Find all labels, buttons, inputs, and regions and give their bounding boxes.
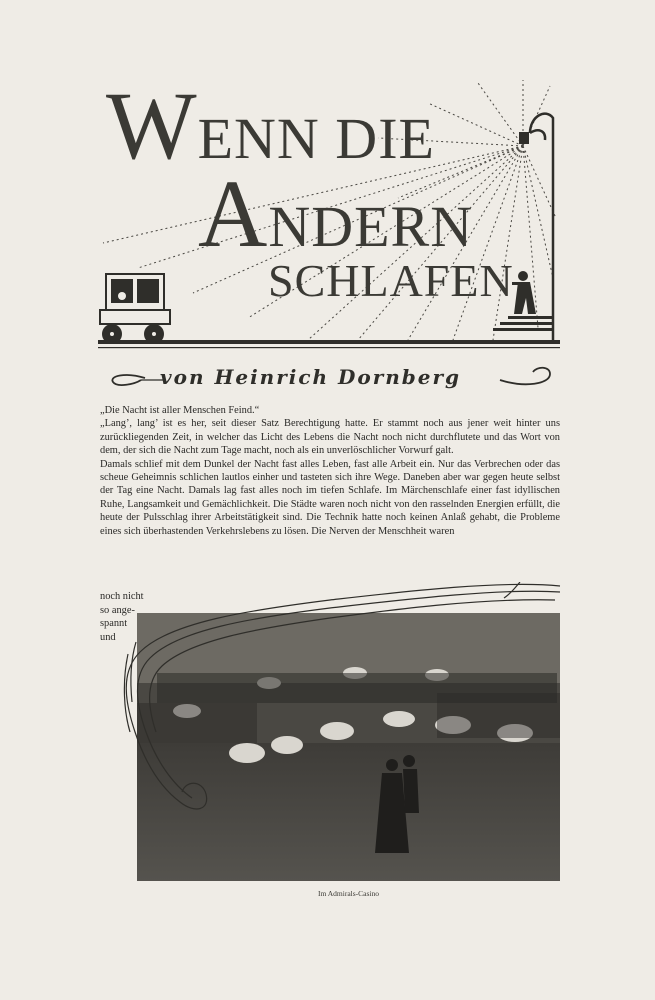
narrow-line: so ange- bbox=[100, 604, 135, 616]
art-nouveau-ornament bbox=[100, 582, 570, 822]
author-byline bbox=[105, 364, 555, 392]
author-name: von Heinrich Dornberg bbox=[160, 365, 462, 389]
title-line-3: SCHLAFEN bbox=[268, 255, 514, 306]
doorman-icon bbox=[512, 271, 536, 314]
stairs-icon bbox=[493, 316, 553, 331]
paragraph: „Lang’, lang’ ist es her, seit dieser Satz Berechtigung hatte. Er stammt noch aus jener weit hinter uns zurückliegenden Zeit, in welcher das Licht des Lebens die Nacht noch nicht durchflutete und das Wort von dem, der sich die Nacht zum Tage macht, noch als ein unverlöschlicher Vorwurf galt. bbox=[100, 418, 560, 457]
narrow-line: und bbox=[100, 631, 116, 643]
paragraph: Damals schlief mit dem Dunkel der Nacht fast alles Leben, fast alle Arbeit ein. Nur das Verbrechen oder das scheue Geheimnis schlichen lautlos einher und tasteten sich ihre Wege. Daneben aber war gegen heute selbst der Tag eine Nacht. Damals lag fast alles noch im tiefen Schlafe. Im Märchenschlafe einer fast idyllischen Ruhe, Langsamkeit und Gemächlichkeit. Die Städte waren noch nicht von den rasselnden Energien erfüllt, die heute der Pulsschlag ihrer Arbeitstätigkeit sind. Die Technik hatte noch keinen Anlaß gehabt, die Probleme eines sich überhastenden Verkehrslebens zu lösen. Die Nerven der Menschheit waren bbox=[100, 458, 560, 537]
article-body bbox=[100, 404, 560, 538]
narrow-line: spannt bbox=[100, 618, 128, 630]
car-icon bbox=[100, 274, 170, 343]
photo-caption: Im Admirals-Casino bbox=[317, 889, 380, 898]
narrow-line: noch nicht bbox=[100, 591, 144, 602]
title-header bbox=[98, 72, 560, 358]
title-line-1: WENN DIE bbox=[106, 72, 435, 179]
paragraph: „Die Nacht ist aller Menschen Feind.“ bbox=[100, 405, 260, 416]
title-line-2: ANDERN bbox=[198, 160, 474, 267]
lamp-head-icon bbox=[519, 132, 529, 144]
